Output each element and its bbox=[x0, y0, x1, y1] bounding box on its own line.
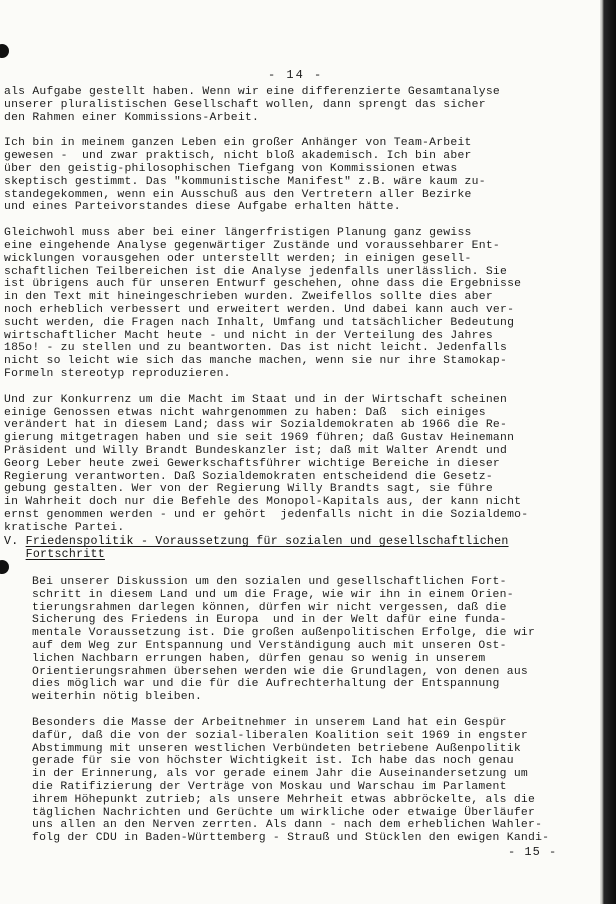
text-line: gewesen - und zwar praktisch, nicht bloß akademisch. Ich bin aber bbox=[4, 150, 472, 163]
text-line: Und zur Konkurrenz um die Macht im Staat und in der Wirtschaft scheinen bbox=[4, 393, 508, 406]
text-line: verändert hat in diesem Land; dass wir Sozialdemokraten ab 1966 die Re- bbox=[4, 419, 508, 432]
text-line: noch erheblich verbessert und erweitert werden. Und dabei kann auch ver- bbox=[4, 303, 515, 316]
text-line: mentale Voraussetzung ist. Die großen außenpolitischen Erfolge, die wir bbox=[32, 627, 536, 640]
text-line: und eines Parteivorstandes diese Aufgabe erhalten hätte. bbox=[4, 201, 401, 214]
text-line: eine eingehende Analyse gegenwärtiger Zustände und voraussehbarer Ent- bbox=[4, 239, 500, 252]
text-line: ihrem Höhepunkt zutrieb; als unsere Mehrheit etwas abbröckelte, als die bbox=[32, 793, 536, 806]
text-line: Formeln stereotyp reproduzieren. bbox=[4, 367, 231, 380]
text-line: die Ratifizierung der Verträge von Moskau und Warschau im Parlament bbox=[32, 780, 507, 793]
paragraph-intro bbox=[4, 86, 596, 124]
text-line: Gleichwohl muss aber bei einer längerfristigen Planung ganz gewiss bbox=[4, 227, 472, 240]
punch-hole bbox=[0, 560, 9, 574]
text-line: standegekommen, wenn ein Ausschuß aus den Vertretern aller Bezirke bbox=[4, 188, 472, 201]
text-line: Orientierungsrahmen übersehen werden wie die Grundlagen, von denen aus bbox=[32, 665, 528, 678]
text-line: schaftlichen Teilbereichen ist die Analyse jedenfalls unerlässlich. Sie bbox=[4, 265, 508, 278]
punch-hole bbox=[0, 44, 9, 58]
text-line: Georg Leber heute zwei Gewerkschaftsführer wichtige Bereiche in dieser bbox=[4, 457, 500, 470]
section-heading bbox=[4, 535, 596, 561]
paragraph-team-work bbox=[4, 137, 596, 214]
text-line: in den Text mit hineingeschrieben wurden. Zweifellos sollte dies aber bbox=[4, 291, 493, 304]
text-line: in der Erinnerung, als vor gerade einem Jahr die Auseinandersetzung um bbox=[32, 768, 528, 781]
text-line: ernst genommen werden - und er gehört jedenfalls nicht in die Sozialdemo- bbox=[4, 508, 529, 521]
text-line: über den geistig-philosophischen Tiefgang von Kommissionen etwas bbox=[4, 162, 458, 175]
paragraph-peace bbox=[32, 576, 592, 704]
text-line: auf dem Weg zur Entspannung und Verständigung auch mit unseren Ost- bbox=[32, 639, 507, 652]
text-line: gierung mitgetragen haben und sie seit 1969 führen; daß Gustav Heinemann bbox=[4, 432, 515, 445]
text-line: täglichen Nachrichten und Gerüchte um wirkliche oder etwaige Überläufer bbox=[32, 806, 536, 819]
text-line: tierungsrahmen darlegen können, dürfen wir nicht vergessen, daß die bbox=[32, 601, 507, 614]
text-line: ist übrigens auch für unseren Entwurf geschehen, ohne dass die Ergebnisse bbox=[4, 278, 522, 291]
next-page-number: - 15 - bbox=[508, 845, 558, 859]
text-line: unserer pluralistischen Gesellschaft wollen, dann sprengt das sicher bbox=[4, 98, 486, 111]
paragraph-analysis bbox=[4, 227, 596, 381]
text-line: uns allen an den Nerven zerrten. Als dann - nach dem erheblichen Wahler- bbox=[32, 819, 543, 832]
text-line: Präsident und Willy Brandt Bundeskanzler ist; daß mit Walter Arendt und bbox=[4, 444, 508, 457]
bleed-through-text bbox=[18, 845, 488, 855]
text-line: folg der CDU in Baden-Württemberg - Strauß und Stücklen den ewigen Kandi- bbox=[32, 832, 550, 845]
text-line: wirtschaftlicher Macht heute - und nicht in der Verteilung des Jahres bbox=[4, 329, 493, 342]
text-line: Sicherung des Friedens in Europa und in der Welt dafür eine funda- bbox=[32, 614, 507, 627]
text-line: Bei unserer Diskussion um den sozialen und gesellschaftlichen Fort- bbox=[32, 576, 507, 588]
text-line: gebung gestalten. Wer von der Regierung Willy Brandts sagt, sie führe bbox=[4, 483, 493, 496]
text-line: in Wahrheit doch nur die Befehle des Monopol-Kapitals aus, der kann nicht bbox=[4, 496, 522, 509]
text-line: Besonders die Masse der Arbeitnehmer in unserem Land hat ein Gespür bbox=[32, 716, 507, 729]
section-title-line-1: Friedenspolitik - Voraussetzung für sozialen und gesellschaftlichen bbox=[25, 535, 509, 548]
section-title-line-2: Fortschritt bbox=[25, 548, 105, 561]
text-line: sucht werden, die Fragen nach Inhalt, Umfang und tatsächlicher Bedeutung bbox=[4, 316, 515, 329]
text-line: wicklungen vorausgehen oder unterstellt werden; in einigen gesell- bbox=[4, 252, 472, 265]
paragraph-competition bbox=[4, 394, 596, 535]
text-line: Regierung verantworten. Daß Sozialdemokraten entscheidend die Gesetz- bbox=[4, 470, 493, 483]
text-line: kratische Partei. bbox=[4, 521, 125, 534]
text-line: gerade für sie von höchster Wichtigkeit ist. Ich habe das noch genau bbox=[32, 755, 514, 768]
text-line: skeptisch gestimmt. Das "kommunistische Manifest" z.B. wäre kaum zu- bbox=[4, 175, 486, 188]
text-line: Ich bin in meinem ganzen Leben ein großer Anhänger von Team-Arbeit bbox=[4, 137, 472, 150]
text-line: 185o! - zu stellen und zu beantworten. Das ist nicht leicht. Jedenfalls bbox=[4, 342, 508, 355]
text-line: Abstimmung mit unseren westlichen Verbündeten betriebene Außenpolitik bbox=[32, 742, 521, 755]
text-line: dies möglich war und die für die Aufrechterhaltung der Entspannung bbox=[32, 678, 500, 691]
text-line: weiterhin nötig bleiben. bbox=[32, 691, 203, 704]
section-body bbox=[32, 576, 592, 845]
text-line: lichen Nachbarn errungen haben, dürfen genau so wenig in unserem bbox=[32, 652, 486, 665]
paragraph-workers bbox=[32, 717, 592, 845]
page-number: - 14 - bbox=[268, 68, 324, 82]
text-line: einige Genossen etwas nicht wahrgenommen zu haben: Daß sich einiges bbox=[4, 406, 486, 419]
text-line: dafür, daß die von der sozial-liberalen Koalition seit 1969 in engster bbox=[32, 729, 528, 742]
text-line: nicht so leicht wie sich das manche machen, wenn sie nur ihre Stamokap- bbox=[4, 355, 508, 368]
text-line: als Aufgabe gestellt haben. Wenn wir eine differenzierte Gesamtanalyse bbox=[4, 86, 500, 98]
text-line: schritt in diesem Land und um die Frage, wie wir ihn in einem Orien- bbox=[32, 588, 514, 601]
section-numeral: V. bbox=[4, 535, 19, 548]
text-line: den Rahmen einer Kommissions-Arbeit. bbox=[4, 111, 260, 124]
scan-edge bbox=[600, 0, 616, 904]
body-text bbox=[4, 86, 596, 535]
